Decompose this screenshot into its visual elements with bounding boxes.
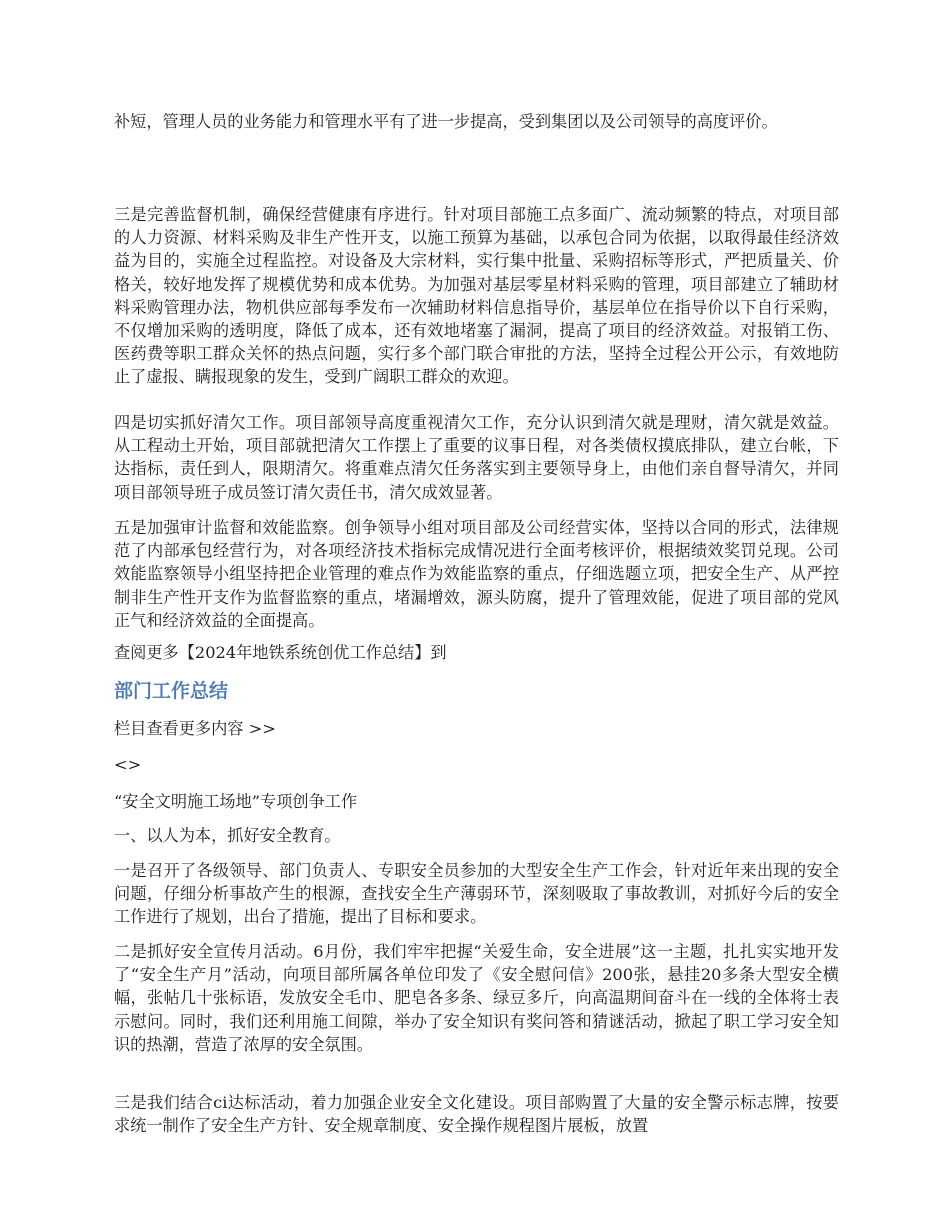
paragraph-debt-clearing: 四是切实抓好清欠工作。项目部领导高度重视清欠工作，充分认识到清欠就是理财，清欠就是效益。从工程动土开始，项目部就把清欠工作摆上了重要的议事日程，对各类债权摸底排队，建立台帐，下达指标，责任到人，限期清欠。将重难点清欠任务落实到主要领导身上，由他们亲自督导清欠，并同项目部领导班子成员签订清欠责任书，清欠成效显著。 bbox=[114, 413, 839, 502]
more-link[interactable]: 查阅更多【2024年地铁系统创优工作总结】到 bbox=[114, 643, 447, 662]
paragraph-safety-meeting: 一是召开了各级领导、部门负责人、专职安全员参加的大型安全生产工作会，针对近年来出现的安全问题，仔细分析事故产生的根源，查找安全生产薄弱环节，深刻吸取了事故教训，对抓好今后的安全工作进行了规划，出台了措施，提出了目标和要求。 bbox=[114, 861, 839, 927]
paragraph-safety-culture: 三是我们结合ci达标活动，着力加强企业安全文化建设。项目部购置了大量的安全警示标志牌，按要求统一制作了安全生产方针、安全规章制度、安全操作规程图片展板，放置 bbox=[114, 1093, 839, 1136]
paragraph-supervision: 三是完善监督机制，确保经营健康有序进行。针对项目部施工点多面广、流动频繁的特点，对项目部的人力资源、材料采购及非生产性开支，以施工预算为基础，以承包合同为依据，以取得最佳经济效益为目的，实施全过程监控。对设备及大宗材料，实行集中批量、采购招标等形式，严把质量关、价格关，较好地发挥了规模优势和成本优势。为加强对基层零星材料采购的管理，项目部建立了辅助材料采购管理办法，物机供应部每季发布一次辅助材料信息指导价，基层单位在指导价以下自行采购，不仅增加采购的透明度，降低了成本，还有效地堵塞了漏洞，提高了项目的经济效益。对报销工伤、医药费等职工群众关怀的热点问题，实行多个部门联合审批的方法，坚持全过程公开公示，有效地防止了虚报、瞒报现象的发生，受到广阔职工群众的欢迎。 bbox=[114, 205, 839, 387]
column-more-link[interactable]: 栏目查看更多内容 >> bbox=[114, 719, 276, 738]
paragraph-safety-month: 二是抓好安全宣传月活动。6月份，我们牢牢把握“关爱生命，安全进展”这一主题，扎扎实实地开发了“安全生产月”活动，向项目部所属各单位印发了《安全慰问信》200张，悬挂20多条大型安全横幅，张帖几十张标语，发放安全毛巾、肥皂各多条、绿豆多斤，向高温期间奋斗在一线的全体将士表示慰问。同时，我们还利用施工间隙，举办了安全知识有奖问答和猜谜活动，掀起了职工学习安全知识的热潮，营造了浓厚的安全氛围。 bbox=[114, 942, 839, 1054]
section-heading[interactable]: 部门工作总结 bbox=[114, 680, 229, 702]
subtitle: “安全文明施工场地”专项创争工作 bbox=[114, 792, 358, 811]
point-one: 一、以人为本，抓好安全教育。 bbox=[114, 826, 341, 845]
brackets-text: <> bbox=[114, 755, 142, 774]
paragraph-intro-tail: 补短，管理人员的业务能力和管理水平有了进一步提高，受到集团以及公司领导的高度评价。 bbox=[114, 112, 778, 131]
paragraph-audit: 五是加强审计监督和效能监察。创争领导小组对项目部及公司经营实体，坚持以合同的形式，法律规范了内部承包经营行为，对各项经济技术指标完成情况进行全面考核评价，根据绩效奖罚兑现。公司效能监察领导小组坚持把企业管理的难点作为效能监察的重点，仔细选题立项，把安全生产、从严控制非生产性开支作为监督监察的重点，堵漏增效，源头防腐，提升了管理效能，促进了项目部的党风正气和经济效益的全面提高。 bbox=[114, 518, 839, 630]
